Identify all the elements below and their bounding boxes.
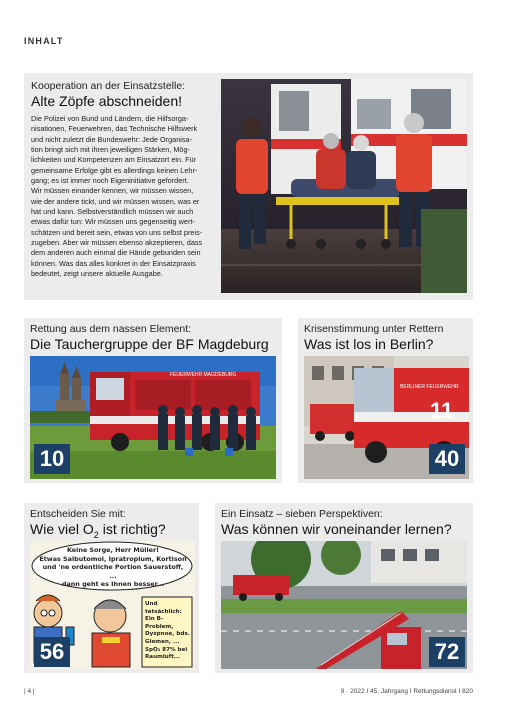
card-o2-headline: Wie viel $O_2$ ist richtig? bbox=[30, 521, 166, 540]
card-taucher-kicker: Rettung aus dem nassen Element: bbox=[30, 323, 192, 335]
feature-headline: Alte Zöpfe abschneiden! bbox=[31, 93, 182, 109]
speech-bubble: Keine Sorge, Herr Müller! Etwas Salbutomol, Ipratropium, Kortison und 'ne ordentliche Portion Sauerstoff, ... dann geht es Ihnen besser... bbox=[39, 546, 187, 589]
card-berlin-kicker: Krisenstimmung unter Rettern bbox=[304, 323, 444, 335]
feature-card[interactable] bbox=[24, 73, 473, 300]
card-taucher-headline: Die Tauchergruppe der BF Magdeburg bbox=[30, 336, 269, 352]
card-perspektiven-headline: Was können wir voneinander lernen? bbox=[221, 521, 452, 537]
section-label: INHALT bbox=[24, 36, 64, 46]
card-taucher-photo bbox=[30, 356, 276, 479]
page-badge: 10 bbox=[34, 444, 70, 474]
feature-body: Die Polizei von Bund und Ländern, die Hilfsorga- nisationen, Feuerwehren, das Technische Hilfswerk und nicht zuletzt die Bundeswehr: Jede Organisa- tion bringt sich mit ihren jeweiligen Stärken, Mög- lichkeiten und Kompetenzen am Einsatzort ein. Für gemeinsame Erfolge gibt es allerdings keinen Lehr- gang; es ist immer noch Eigeninitiative gefordert. Wir müssen einander kennen, wir müssen wissen, wie der andere tickt, und wir müssen wissen, was er hat und kann. Selbstverständlich müssen wir auch etwas dafür tun: Wir müssen uns gegenseitig wert- schätzen und bereit sein, etwas von uns selbst preis- zugeben. Aber wir müssen ebenso akzeptieren, dass dem anderen auch einmal die Hände gebunden sein können. Was das alles konkret in der Einsatzpraxis bedeutet, zeigt unsere aktuelle Ausgabe. bbox=[31, 114, 203, 279]
card-perspektiven[interactable] bbox=[215, 503, 473, 673]
card-o2-cartoon bbox=[30, 541, 195, 669]
truck-number: 11 bbox=[430, 398, 454, 423]
card-berlin-photo bbox=[304, 356, 469, 479]
card-berlin[interactable] bbox=[298, 318, 473, 483]
card-o2-kicker: Entscheiden Sie mit: bbox=[30, 508, 126, 520]
card-berlin-headline: Was ist los in Berlin? bbox=[304, 336, 434, 352]
cartoon-note: Und tatsächlich: Ein B-Problem, Dyspnoe, bds. Giemen, ... SpO₂ 87% bei Raumluft... bbox=[145, 601, 190, 661]
card-taucher[interactable] bbox=[24, 318, 282, 483]
feature-kicker: Kooperation an der Einsatzstelle: bbox=[31, 80, 186, 92]
issue-info: 9 · 2022 I 45. Jahrgang I Rettungsdienst I 820 bbox=[340, 688, 473, 695]
card-o2[interactable] bbox=[24, 503, 199, 673]
truck-lettering: FEUERWEHR MAGDEBURG bbox=[170, 372, 237, 378]
feature-photo bbox=[221, 79, 467, 293]
truck-lettering: BERLINER FEUERWEHR bbox=[400, 384, 459, 390]
card-perspektiven-kicker: Ein Einsatz – sieben Perspektiven: bbox=[221, 508, 383, 520]
card-perspektiven-photo bbox=[221, 541, 467, 669]
page-badge: 56 bbox=[34, 637, 70, 667]
page-badge: 40 bbox=[429, 444, 465, 474]
page-badge: 72 bbox=[429, 637, 465, 667]
page-number: | 4 | bbox=[24, 688, 35, 695]
